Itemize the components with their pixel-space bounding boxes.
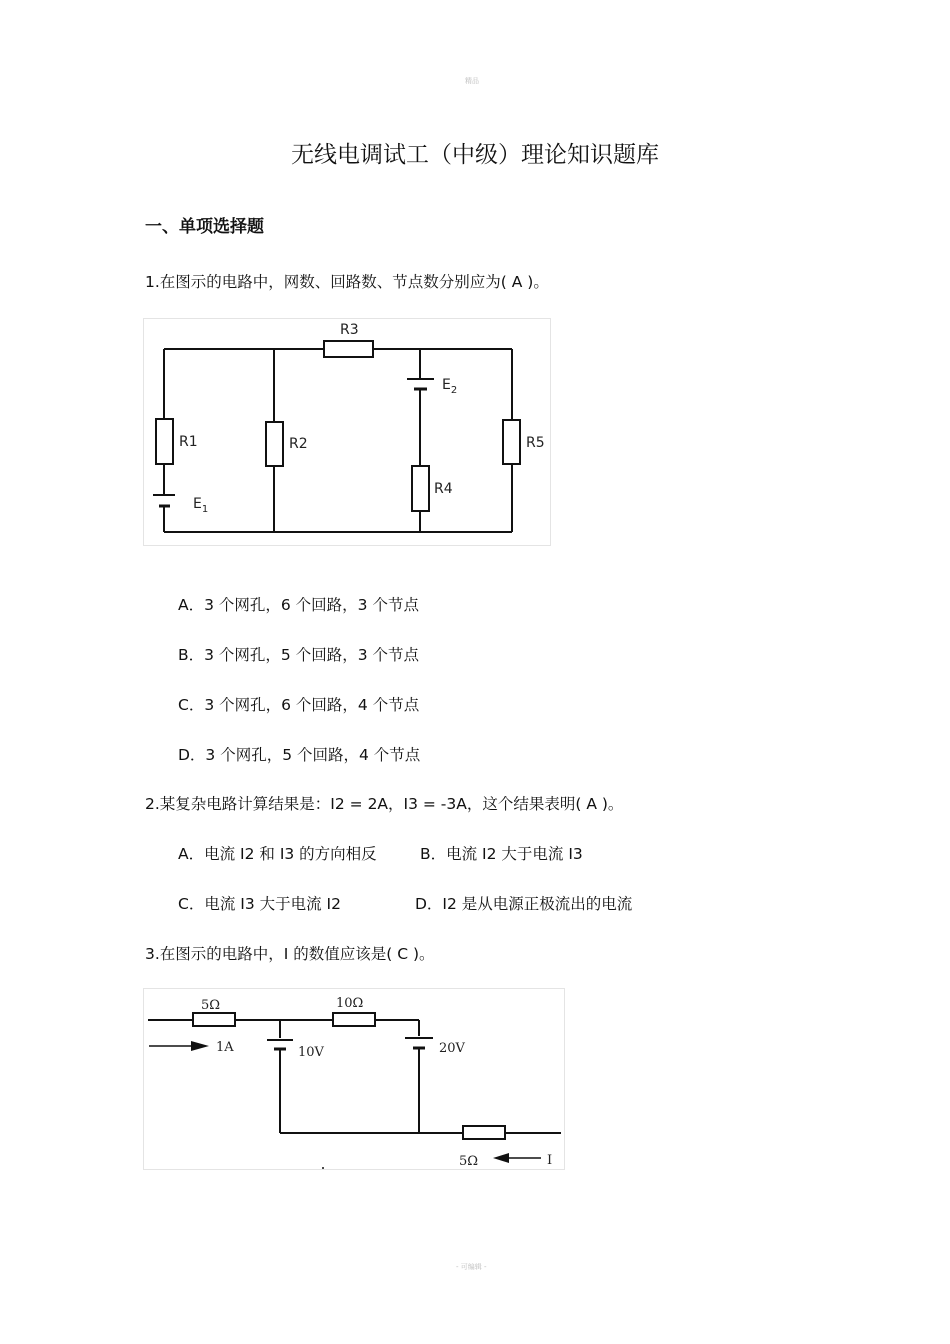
- label-voltage-10v: 10V: [298, 1045, 324, 1060]
- question-2-option-d: D．I2 是从电源正极流出的电流: [415, 895, 633, 913]
- current-arrow-out-icon: [493, 1153, 509, 1163]
- header-watermark: 精品: [465, 77, 479, 85]
- label-e1: $E_1$: [193, 496, 209, 515]
- question-1-stem: 1.在图示的电路中，网数、回路数、节点数分别应为( A )。: [145, 273, 549, 291]
- question-2-option-a: A．电流 I2 和 I3 的方向相反: [178, 845, 377, 863]
- label-r4: R4: [434, 481, 453, 497]
- circuit-1-diagram: [143, 318, 551, 546]
- section-heading: 一、单项选择题: [145, 217, 264, 237]
- question-2-option-b: B．电流 I2 大于电流 I3: [420, 845, 583, 863]
- question-1-circuit-figure: [143, 318, 551, 546]
- label-current-i: I: [547, 1153, 553, 1168]
- footer-watermark: - 可编辑 -: [456, 1263, 487, 1271]
- page-title: 无线电调试工（中级）理论知识题库: [291, 142, 659, 168]
- label-r5: R5: [526, 435, 545, 451]
- question-3-circuit-figure: [143, 988, 565, 1170]
- label-e2: $E_2$: [442, 377, 458, 396]
- label-resistor-10ohm: 10Ω: [336, 996, 364, 1011]
- label-r3: R3: [340, 322, 359, 338]
- question-2-option-c: C．电流 I3 大于电流 I2: [178, 895, 341, 913]
- question-3-stem: 3.在图示的电路中，I 的数值应该是( C )。: [145, 945, 435, 963]
- label-current-1a: 1A: [216, 1040, 234, 1055]
- label-resistor-5ohm-right: 5Ω: [459, 1154, 479, 1169]
- question-2-stem: 2.某复杂电路计算结果是：I2 = 2A，I3 = -3A，这个结果表明( A )。: [145, 795, 624, 813]
- question-1-option-c: C．3 个网孔，6 个回路，4 个节点: [178, 696, 420, 714]
- current-arrow-in-icon: [191, 1041, 209, 1051]
- label-resistor-5ohm-left: 5Ω: [201, 998, 221, 1013]
- question-1-option-b: B．3 个网孔，5 个回路，3 个节点: [178, 646, 420, 664]
- circuit-3-diagram: [143, 988, 565, 1170]
- question-1-option-d: D．3 个网孔，5 个回路，4 个节点: [178, 746, 421, 764]
- question-1-option-a: A．3 个网孔，6 个回路，3 个节点: [178, 596, 419, 614]
- label-r2: R2: [289, 436, 308, 452]
- label-r1: R1: [179, 434, 198, 450]
- label-voltage-20v: 20V: [439, 1041, 465, 1056]
